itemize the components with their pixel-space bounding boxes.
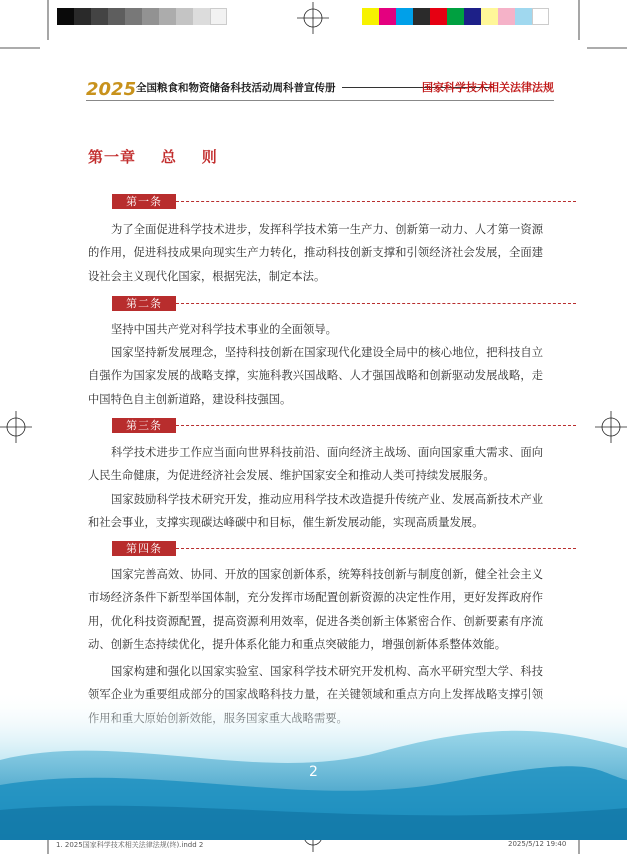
article-paragraph: 国家坚持新发展理念，坚持科技创新在国家现代化建设全局中的核心地位，把科技自立自强作为国家发展的战略支撑，实施科教兴国战略、人才强国战略和创新驱动发展战略，走中国特色自主创新道路，建设科技强国。: [88, 346, 543, 406]
article-paragraph: 国家鼓励科学技术研究开发，推动应用科学技术改造提升传统产业、发展高新技术产业和社会事业，支撑实现碳达峰碳中和目标，催生新发展动能，实现高质量发展。: [88, 493, 543, 530]
article-paragraph: 坚持中国共产党对科学技术事业的全面领导。: [111, 323, 337, 336]
article-paragraph: 国家完善高效、协同、开放的国家创新体系，统筹科技创新与制度创新，健全社会主义市场经济条件下新型举国体制，充分发挥市场配置创新资源的决定性作用，更好发挥政府作用，优化科技资源配置，提高资源利用效率，促进各类创新主体紧密合作、创新要素有序流动、创新生态持续优化，提升体系化能力和重点突破能力，增强创新体系整体效能。: [88, 568, 543, 651]
running-header: [86, 77, 554, 99]
article-paragraph: 国家构建和强化以国家实验室、国家科学技术研究开发机构、高水平研究型大学、科技: [111, 665, 543, 678]
article-paragraph: 科学技术进步工作应当面向世界科技前沿、面向经济主战场、面向国家重大需求、面向人民生命健康，为促进经济社会发展、维护国家安全和推动人类可持续发展服务。: [88, 446, 543, 483]
section-title: 国家科学技术相关法律法规: [422, 81, 554, 94]
article-label: 第四条: [112, 541, 176, 556]
footer-file-name: 1. 2025国家科学技术相关法律法规(终).indd 2: [56, 841, 204, 849]
article-label: 第三条: [112, 418, 176, 433]
brochure-title: 全国粮食和物资储备科技活动周科普宣传册: [136, 82, 336, 94]
article-label: 第二条: [112, 296, 176, 311]
header-rule: [86, 100, 554, 101]
footer-date: 2025/5/12 19:40: [508, 840, 567, 848]
article-label: 第一条: [112, 194, 176, 209]
article-paragraph: 为了全面促进科学技术进步，发挥科学技术第一生产力、创新第一动力、人才第一资源的作用，促进科技成果向现实生产力转化，推动科技创新支撑和引领经济社会发展，全面建设社会主义现代化国家，根据宪法，制定本法。: [88, 223, 543, 283]
page-number: 2: [309, 764, 318, 780]
header-year: 2025: [86, 79, 137, 100]
chapter-title: 第一章 总 则: [88, 148, 218, 166]
